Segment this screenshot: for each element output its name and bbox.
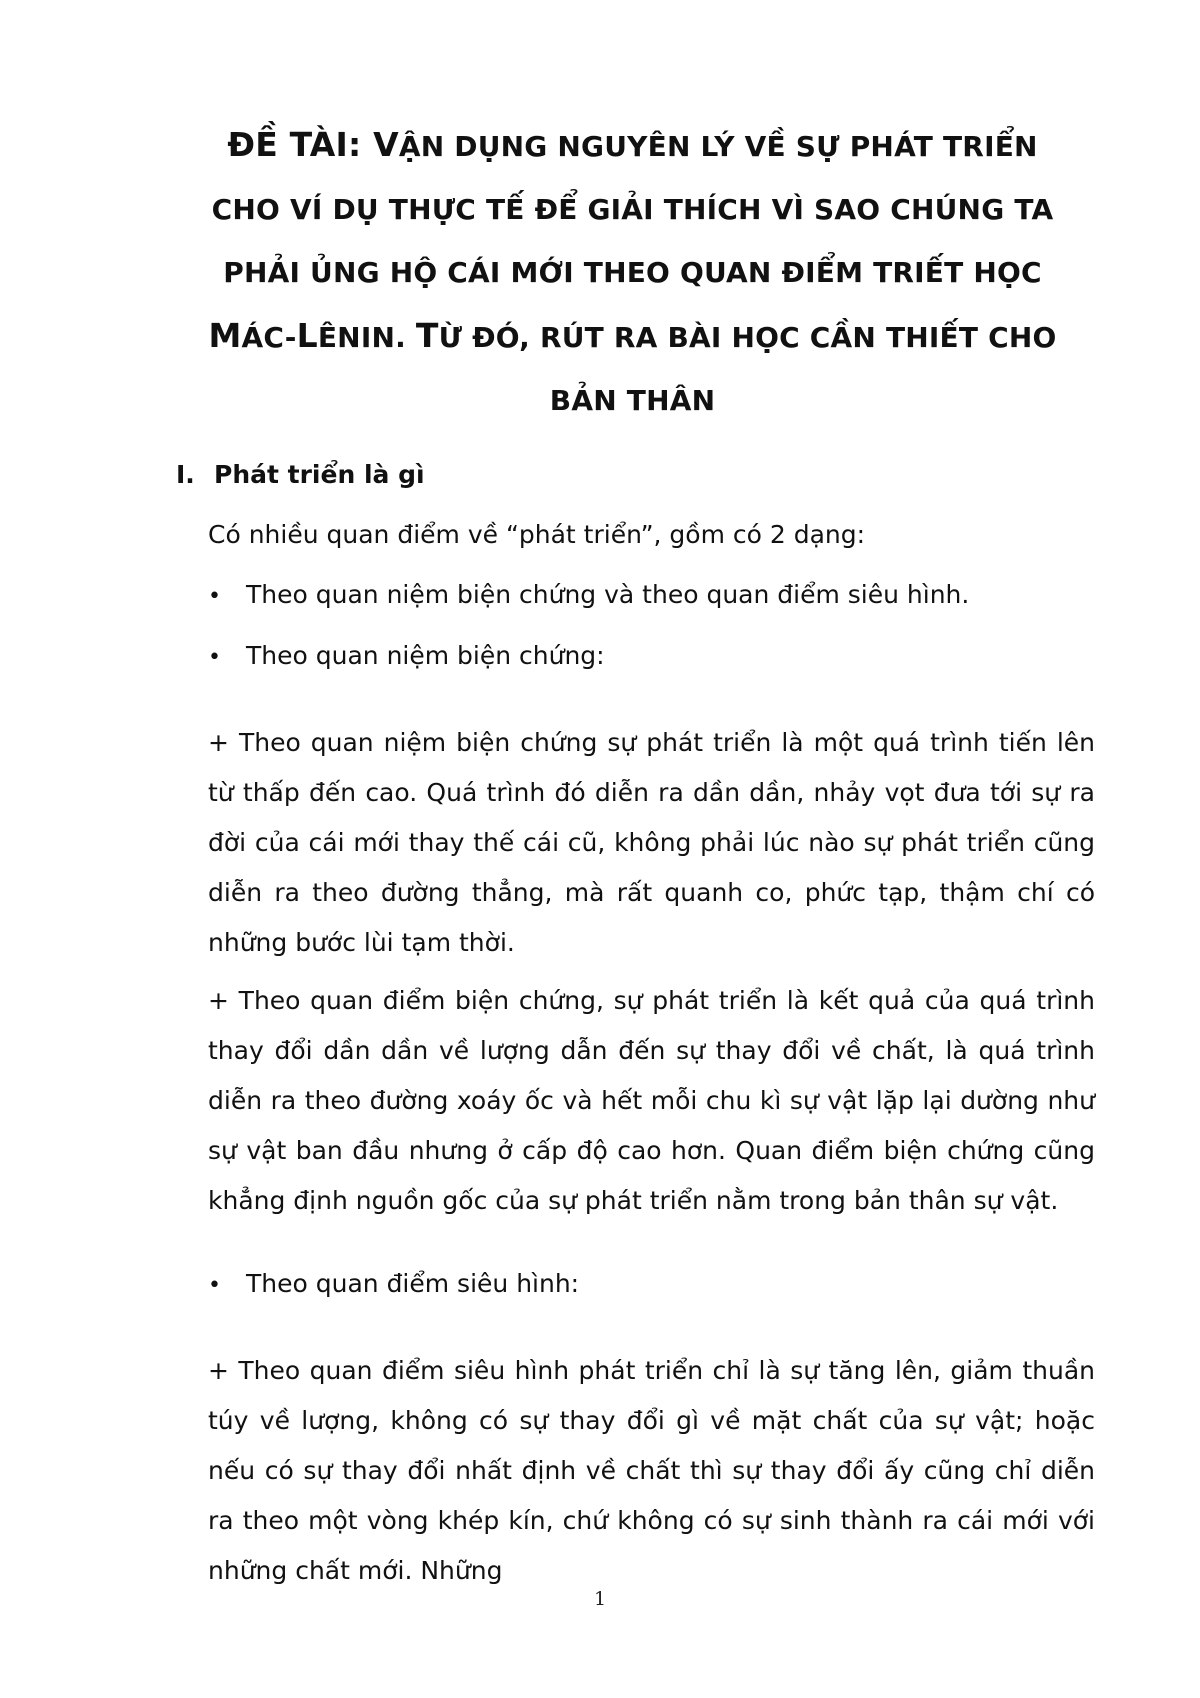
title-line-1-lead: ĐỀ TÀI: V bbox=[227, 125, 399, 164]
title-line-4-e: T bbox=[415, 316, 439, 355]
paragraph-metaphysical: + Theo quan điểm siêu hình phát triển chỉ là sự tăng lên, giảm thuần túy về lượng, không có sự thay đổi gì về mặt chất của sự vật; hoặc nếu có sự thay đổi nhất định về chất thì sự thay đổi ấy cũng chỉ diễn ra theo một vòng khép kín, chứ không có sự sinh thành ra cái mới với những chất mới. Những bbox=[208, 1356, 1095, 1585]
title-line-5: BẢN THÂN bbox=[549, 384, 716, 417]
paragraph-dialectical-1: + Theo quan niệm biện chứng sự phát triển là một quá trình tiến lên từ thấp đến cao. Quá trình đó diễn ra dần dần, nhảy vọt đưa tới sự ra đời của cái mới thay thế cái cũ, không phải lúc nào sự phát triển cũng diễn ra theo đường thẳng, mà rất quanh co, phức tạp, thậm chí có những bước lùi tạm thời. bbox=[208, 728, 1095, 957]
document-title bbox=[160, 113, 1105, 432]
bullet-item-1 bbox=[208, 570, 969, 622]
bullet-dot: • bbox=[208, 584, 221, 609]
title-line-4-d: ÊNIN. bbox=[317, 321, 416, 354]
title-line-1-rest: ẬN DỤNG NGUYÊN LÝ VỀ SỰ PHÁT TRIỂN bbox=[398, 130, 1038, 163]
title-line-4 bbox=[160, 304, 1105, 369]
bullet-item-2 bbox=[208, 631, 605, 683]
page-number: 1 bbox=[593, 1588, 607, 1610]
title-line-3: PHẢI ỦNG HỘ CÁI MỚI THEO QUAN ĐIỂM TRIẾT HỌC bbox=[223, 256, 1042, 289]
title-line-2: CHO VÍ DỤ THỰC TẾ ĐỂ GIẢI THÍCH VÌ SAO CHÚNG TA bbox=[211, 193, 1054, 226]
title-line-4-c: L bbox=[296, 316, 318, 355]
paragraph-dialectical-2: + Theo quan điểm biện chứng, sự phát triển là kết quả của quá trình thay đổi dần dần về lượng dẫn đến sự thay đổi về chất, là quá trình diễn ra theo đường xoáy ốc và hết mỗi chu kì sự vật lặp lại dường như sự vật ban đầu nhưng ở cấp độ cao hơn. Quan điểm biện chứng cũng khẳng định nguồn gốc của sự phát triển nằm trong bản thân sự vật. bbox=[208, 986, 1095, 1215]
section-heading bbox=[176, 455, 425, 495]
title-line-1 bbox=[160, 113, 1105, 178]
bullet-dot: • bbox=[208, 1273, 221, 1298]
bullet-item-3-text: Theo quan điểm siêu hình: bbox=[246, 1269, 580, 1298]
title-line-4-b: ÁC- bbox=[241, 321, 297, 354]
title-line-4-f: Ừ ĐÓ, RÚT RA BÀI HỌC CẦN THIẾT CHO bbox=[438, 321, 1057, 354]
title-line-4-a: M bbox=[208, 316, 242, 355]
section-number: I. bbox=[176, 460, 195, 489]
bullet-dot: • bbox=[208, 645, 221, 670]
intro-paragraph: Có nhiều quan điểm về “phát triển”, gồm có 2 dạng: bbox=[208, 520, 866, 549]
bullet-item-2-text: Theo quan niệm biện chứng: bbox=[246, 641, 605, 670]
bullet-item-3 bbox=[208, 1259, 579, 1311]
bullet-item-1-text: Theo quan niệm biện chứng và theo quan điểm siêu hình. bbox=[246, 580, 970, 609]
section-heading-text: Phát triển là gì bbox=[214, 460, 425, 489]
